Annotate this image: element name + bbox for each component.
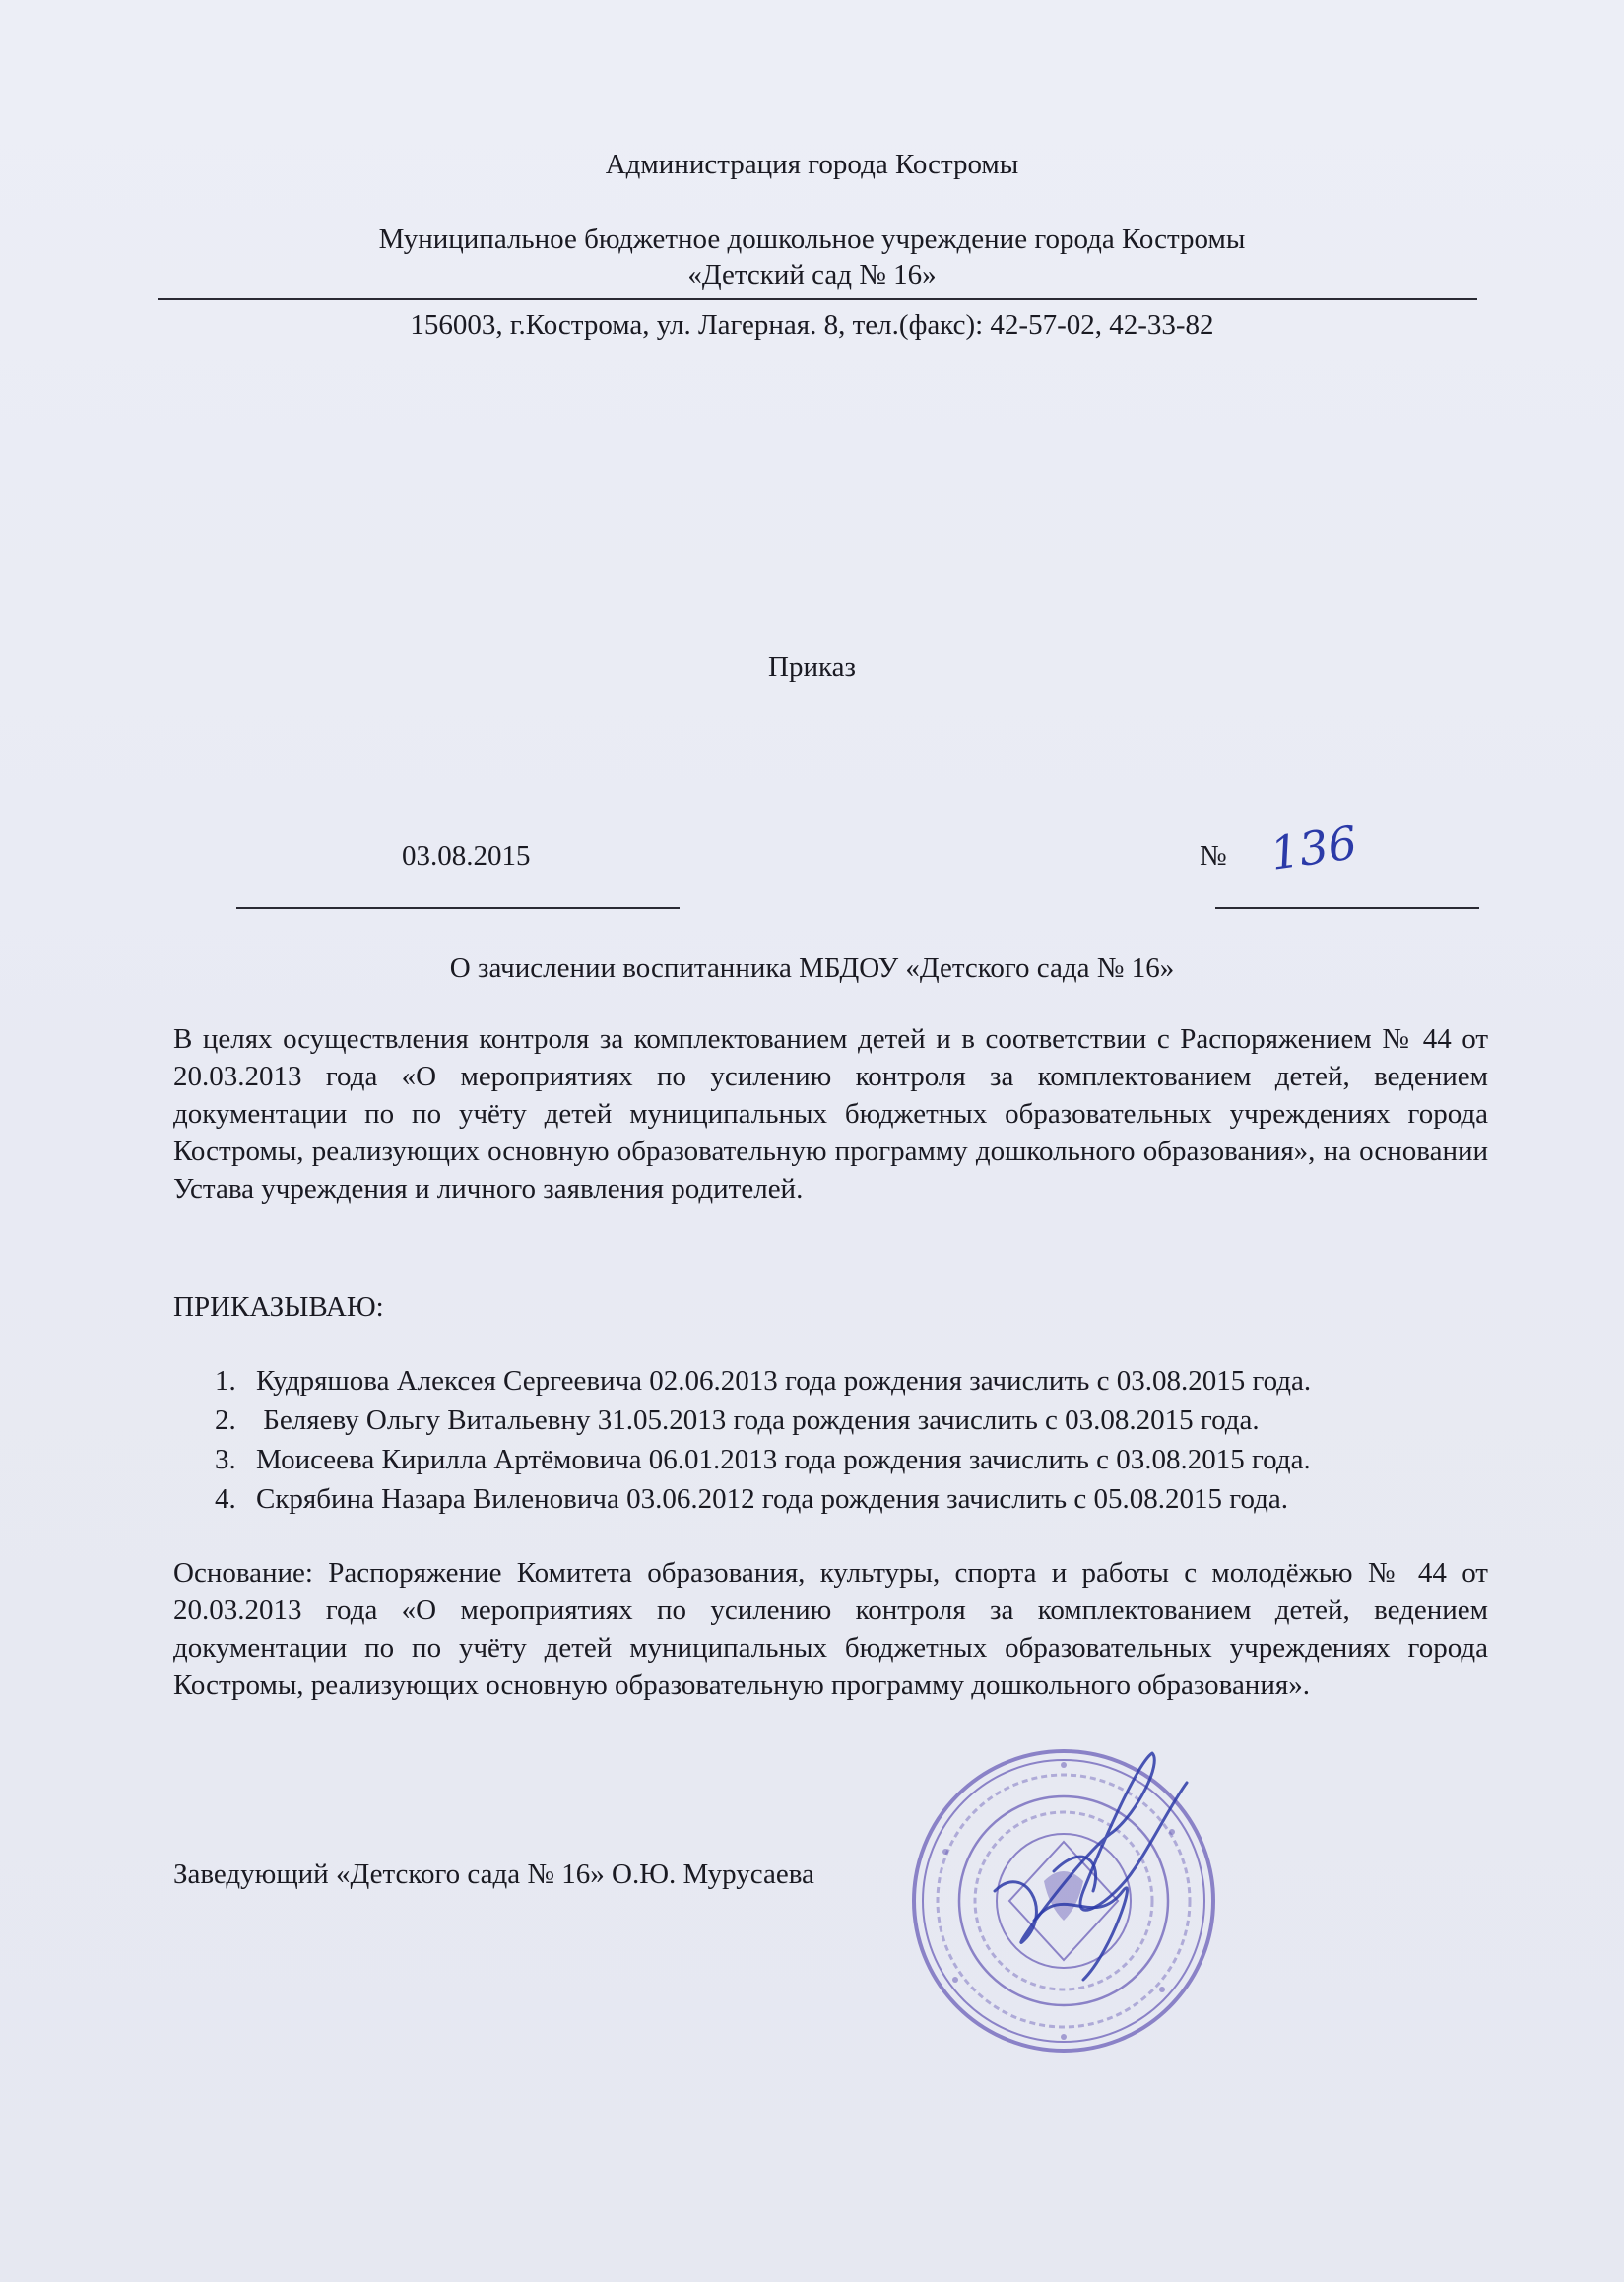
order-items-list — [215, 1361, 1311, 1519]
signatory-line: Заведующий «Детского сада № 16» О.Ю. Мурусаева — [173, 1858, 814, 1890]
list-item-number: 2. — [215, 1404, 236, 1436]
list-item — [215, 1361, 1311, 1401]
date-underline — [236, 907, 680, 909]
list-item — [215, 1401, 1311, 1440]
list-item-number: 1. — [215, 1365, 236, 1397]
order-word: ПРИКАЗЫВАЮ: — [173, 1291, 384, 1323]
list-item — [215, 1440, 1311, 1479]
document-title: Приказ — [768, 651, 856, 683]
list-item-text: Скрябина Назара Виленовича 03.06.2012 года рождения зачислить с 05.08.2015 года. — [256, 1483, 1288, 1515]
list-item-number: 4. — [215, 1483, 236, 1515]
order-number: 136 — [1267, 815, 1361, 880]
order-date: 03.08.2015 — [402, 840, 531, 872]
order-number-label: № — [1200, 840, 1227, 872]
order-subject: О зачислении воспитанника МБДОУ «Детского сада № 16» — [449, 952, 1175, 984]
address-line: 156003, г.Кострома, ул. Лагерная. 8, тел.(факс): 42-57-02, 42-33-82 — [410, 309, 1214, 341]
institution-name: «Детский сад № 16» — [687, 259, 937, 291]
basis-paragraph: Основание: Распоряжение Комитета образования, культуры, спорта и работы с молодёжью № 44 от 20.03.2013 года «О мероприятиях по усилению контроля за комплектованием детей, ведением документации по по учёту детей муниципальных бюджетных образовательных учреждениях города Костромы, реализующих основную образовательную программу дошкольного образования». — [173, 1557, 1488, 1701]
institution-heading: Муниципальное бюджетное дошкольное учреждение города Костромы — [378, 224, 1246, 255]
list-item — [215, 1479, 1311, 1519]
list-item-number: 3. — [215, 1444, 236, 1475]
header-divider — [158, 298, 1477, 300]
list-item-text: Моисеева Кирилла Артёмовича 06.01.2013 года рождения зачислить с 03.08.2015 года. — [256, 1444, 1311, 1475]
list-item-text: Беляеву Ольгу Витальевну 31.05.2013 года рождения зачислить с 03.08.2015 года. — [256, 1404, 1260, 1436]
administration-heading: Администрация города Костромы — [605, 149, 1019, 180]
number-underline — [1215, 907, 1479, 909]
list-item-text: Кудряшова Алексея Сергеевича 02.06.2013 года рождения зачислить с 03.08.2015 года. — [256, 1365, 1312, 1397]
preamble-paragraph: В целях осуществления контроля за комплектованием детей и в соответствии с Распоряжением № 44 от 20.03.2013 года «О мероприятиях по усилению контроля за комплектованием детей, ведением документации по по учёту детей муниципальных бюджетных образовательных учреждениях города Костромы, реализующих основную образовательную программу дошкольного образования», на основании Устава учреждения и личного заявления родителей. — [173, 1023, 1488, 1205]
handwritten-signature — [965, 1743, 1221, 2009]
